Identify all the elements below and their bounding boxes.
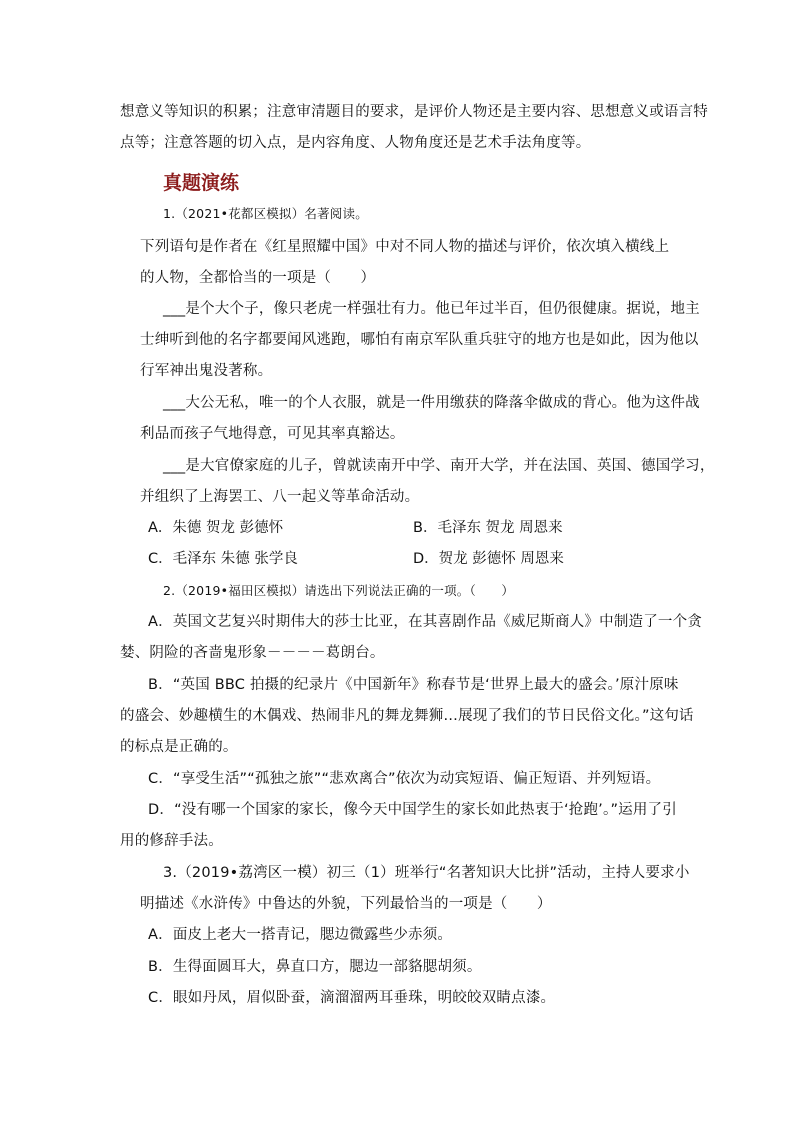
q1-passage-2a: ___大公无私，唯一的个人衣服，就是一件用缴获的降落伞做成的背心。他为这件战: [163, 395, 700, 411]
q1-passage-1b: 士绅听到他的名字都要闻风逃跑，哪怕有南京军队重兵驻守的地方也是如此，因为他以: [140, 332, 699, 348]
q2-option-b-2: 的盛会、妙趣横生的木偶戏、热闹非凡的舞龙舞狮…展现了我们的节日民俗文化。”这句话: [120, 708, 694, 724]
q3-option-c: C．眼如丹凤，眉似卧蚕，滴溜溜两耳垂珠，明皎皎双睛点漆。: [148, 990, 556, 1006]
q1-option-a: A．朱德 贺龙 彭德怀: [148, 520, 284, 536]
q1-option-c: C．毛泽东 朱德 张学良: [148, 551, 298, 567]
q1-passage-3a: ___是大官僚家庭的儿子，曾就读南开中学、南开大学，并在法国、英国、德国学习，: [163, 458, 715, 474]
q3-option-a: A．面皮上老大一搭青记，腮边微露些少赤须。: [148, 927, 453, 943]
q3-option-b: B．生得面圆耳大，鼻直口方，腮边一部貉腮胡须。: [148, 959, 482, 975]
q1-option-d: D．贺龙 彭德怀 周恩来: [413, 551, 564, 567]
q2-option-d-1: D．“没有哪一个国家的家长，像今天中国学生的家长如此热衷于‘抢跑’。”运用了引: [148, 802, 677, 818]
q1-passage-3b: 并组织了上海罢工、八一起义等革命活动。: [140, 489, 420, 505]
q2-option-d-2: 用的修辞手法。: [120, 833, 223, 849]
intro-line-1: 想意义等知识的积累；注意审清题目的要求，是评价人物还是主要内容、思想意义或语言特: [120, 104, 708, 120]
q3-header-2: 明描述《水浒传》中鲁达的外貌，下列最恰当的一项是（ ）: [140, 896, 552, 912]
q1-passage-1c: 行军神出鬼没著称。: [140, 363, 273, 379]
section-heading: 真题演练: [163, 172, 240, 194]
q2-option-a-2: 婪、阴险的吝啬鬼形象－－－－葛朗台。: [120, 645, 385, 661]
q2-option-b-1: B．“英国 BBC 拍摄的纪录片《中国新年》称春节是‘世界上最大的盛会。’原汁原味: [148, 677, 679, 693]
q1-passage-1a: ___是个大个子，像只老虎一样强壮有力。他已年过半百，但仍很健康。据说，地主: [163, 301, 700, 317]
q1-stem-2: 的人物，全都恰当的一项是（ ）: [140, 270, 376, 286]
q2-option-a-1: A．英国文艺复兴时期伟大的莎士比亚，在其喜剧作品《威尼斯商人》中制造了一个贪: [148, 614, 703, 630]
q1-header: 1.（2021•花都区模拟）名著阅读。: [163, 206, 368, 221]
q2-option-b-3: 的标点是正确的。: [120, 739, 238, 755]
q2-option-c: C．“享受生活”“孤独之旅”“悲欢离合”依次为动宾短语、偏正短语、并列短语。: [148, 771, 661, 787]
q2-header: 2.（2019•福田区模拟）请选出下列说法正确的一项。（ ）: [163, 583, 515, 598]
q3-header-1: 3.（2019•荔湾区一模）初三（1）班举行“名著知识大比拼”活动，主持人要求小: [163, 865, 690, 881]
intro-line-2: 点等；注意答题的切入点，是内容角度、人物角度还是艺术手法角度等。: [120, 135, 591, 151]
q1-option-b: B．毛泽东 贺龙 周恩来: [413, 520, 563, 536]
q1-stem-1: 下列语句是作者在《红星照耀中国》中对不同人物的描述与评价，依次填入横线上: [140, 239, 670, 255]
q1-passage-2b: 利品而孩子气地得意，可见其率真豁达。: [140, 426, 405, 442]
